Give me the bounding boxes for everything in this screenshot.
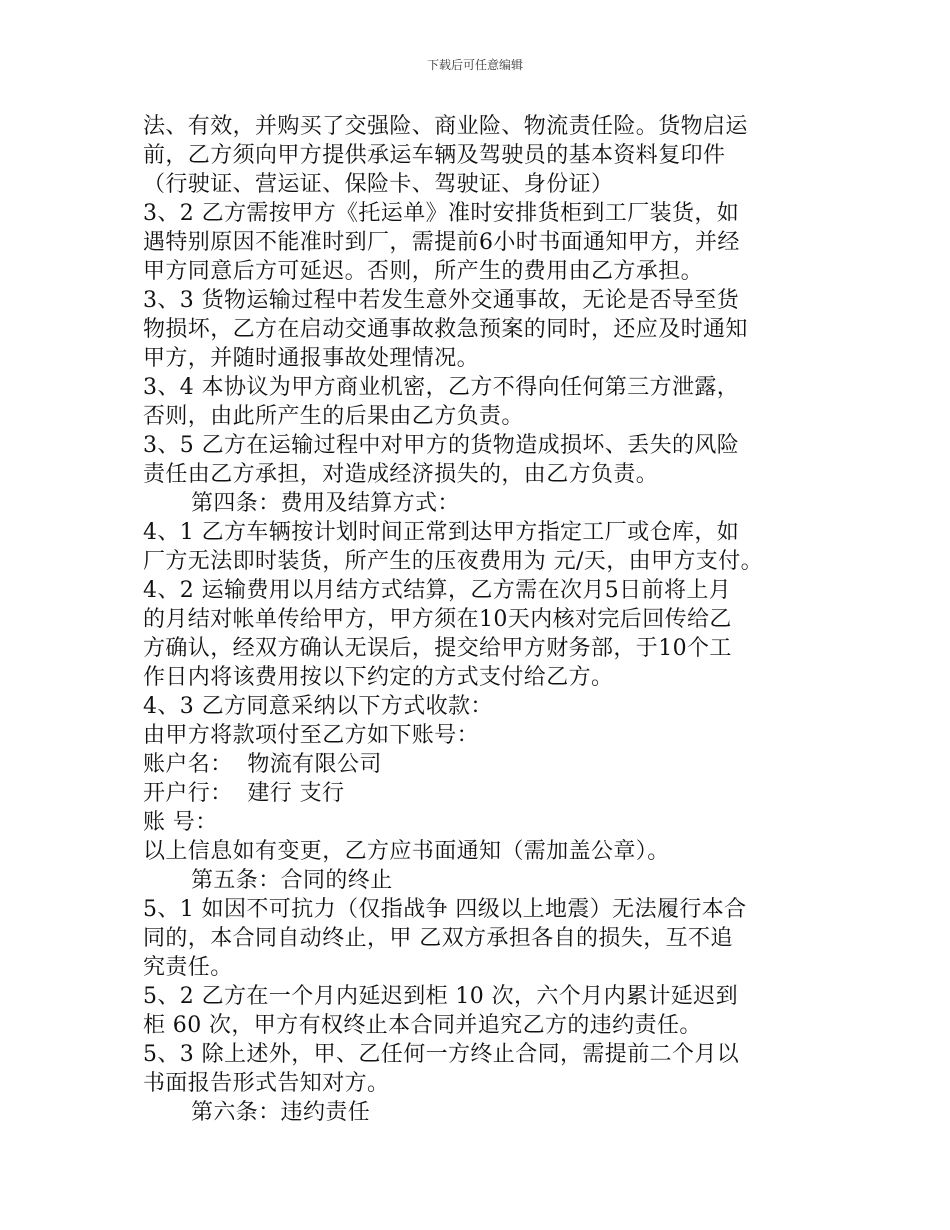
article-4-heading: 第四条：费用及结算方式： — [191, 491, 460, 516]
account-number: 账 号： — [143, 810, 218, 835]
text-line: 由甲方将款项付至乙方如下账号： — [143, 723, 480, 748]
text-line: 否则，由此所产生的后果由乙方负责。 — [143, 404, 524, 429]
clause-3-2: 3、2 乙方需按甲方《托运单》准时安排货柜到工厂装货，如 — [143, 201, 740, 226]
clause-4-1: 4、1 乙方车辆按计划时间正常到达甲方指定工厂或仓库，如 — [143, 520, 740, 545]
article-6-heading: 第六条：违约责任 — [191, 1100, 371, 1125]
text-line: 究责任。 — [143, 955, 233, 980]
text-line: 以上信息如有变更，乙方应书面通知（需加盖公章）。 — [143, 839, 670, 864]
text-line: （行驶证、营运证、保险卡、驾驶证、身份证） — [143, 172, 614, 197]
bank-branch: 开户行： 建行 支行 — [143, 781, 345, 806]
text-line: 前，乙方须向甲方提供承运车辆及驾驶员的基本资料复印件 — [143, 143, 726, 168]
text-line: 方确认，经双方确认无误后，提交给甲方财务部，于10个工 — [143, 636, 732, 661]
text-line: 责任由乙方承担，对造成经济损失的，由乙方负责。 — [143, 462, 659, 487]
document-body — [143, 112, 843, 1127]
text-line: 柜 60 次，甲方有权终止本合同并追究乙方的违约责任。 — [143, 1013, 702, 1038]
account-name: 账户名： 物流有限公司 — [143, 752, 382, 777]
text-line: 法、有效，并购买了交强险、商业险、物流责任险。货物启运 — [143, 114, 748, 139]
text-line: 作日内将该费用按以下约定的方式支付给乙方。 — [143, 665, 614, 690]
clause-3-5: 3、5 乙方在运输过程中对甲方的货物造成损坏、丢失的风险 — [143, 433, 740, 458]
page-header: 下载后可任意编辑 — [426, 58, 523, 72]
text-line: 书面报告形式告知对方。 — [143, 1071, 390, 1096]
text-line: 厂方无法即时装货，所产生的压夜费用为 元/天，由甲方支付。 — [143, 549, 764, 574]
clause-5-1: 5、1 如因不可抗力（仅指战争 四级以上地震）无法履行本合 — [143, 897, 747, 922]
text-line: 同的，本合同自动终止，甲 乙双方承担各自的损失，互不追 — [143, 926, 733, 951]
text-line: 甲方同意后方可延迟。否则，所产生的费用由乙方承担。 — [143, 259, 704, 284]
clause-4-2: 4、2 运输费用以月结方式结算，乙方需在次月5日前将上月 — [143, 578, 732, 603]
text-line: 甲方，并随时通报事故处理情况。 — [143, 346, 480, 371]
clause-5-2: 5、2 乙方在一个月内延迟到柜 10 次，六个月内累计延迟到 — [143, 984, 738, 1009]
clause-3-3: 3、3 货物运输过程中若发生意外交通事故，无论是否导至货 — [143, 288, 740, 313]
text-line: 遇特别原因不能准时到厂，需提前6小时书面通知甲方，并经 — [143, 230, 740, 255]
text-line: 的月结对帐单传给甲方，甲方须在10天内核对完后回传给乙 — [143, 607, 732, 632]
clause-4-3: 4、3 乙方同意采纳以下方式收款： — [143, 694, 493, 719]
clause-3-4: 3、4 本协议为甲方商业机密，乙方不得向任何第三方泄露， — [143, 375, 740, 400]
text-line: 物损坏，乙方在启动交通事故救急预案的同时，还应及时通知 — [143, 317, 748, 342]
clause-5-3: 5、3 除上述外，甲、乙任何一方终止合同，需提前二个月以 — [143, 1042, 740, 1067]
article-5-heading: 第五条：合同的终止 — [191, 868, 393, 893]
